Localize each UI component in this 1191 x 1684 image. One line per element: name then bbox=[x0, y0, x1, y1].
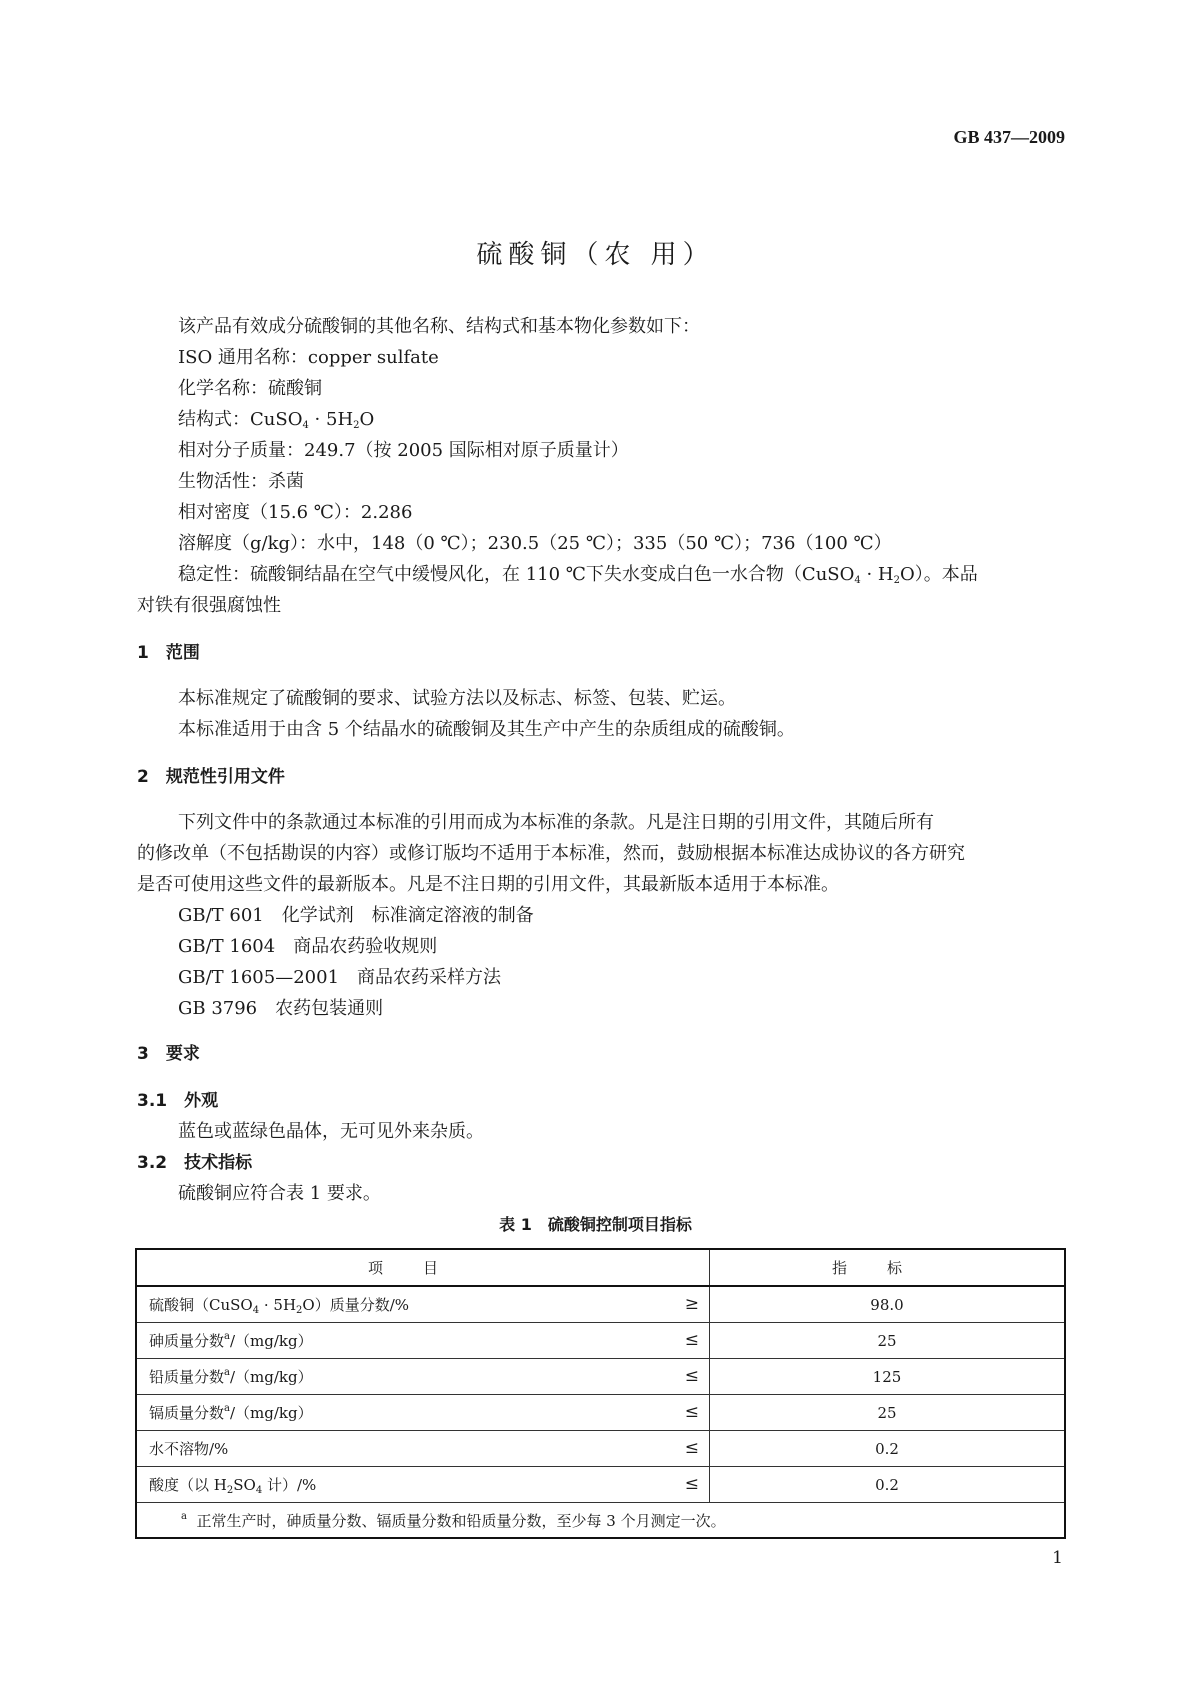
formula-part: O bbox=[359, 409, 375, 430]
footnote-ref: a bbox=[224, 1403, 230, 1414]
reference-item: GB 3796 农药包装通则 bbox=[178, 998, 384, 1019]
formula-part: 结构式：CuSO bbox=[178, 409, 303, 430]
item-part: O）质量分数/% bbox=[302, 1295, 410, 1314]
comparison-operator: ≥ bbox=[684, 1294, 699, 1314]
row-item bbox=[136, 1323, 710, 1359]
item-part: 镉质量分数 bbox=[149, 1404, 225, 1422]
item-part: 水不溶物/% bbox=[149, 1440, 229, 1458]
page-number: 1 bbox=[1052, 1548, 1063, 1568]
footnote-ref: a bbox=[224, 1331, 230, 1342]
comparison-operator: ≤ bbox=[684, 1402, 699, 1422]
comparison-operator: ≤ bbox=[684, 1474, 699, 1494]
comparison-operator: ≤ bbox=[684, 1366, 699, 1386]
density: 相对密度（15.6 ℃）：2.286 bbox=[178, 502, 413, 523]
table-footnote bbox=[136, 1503, 1065, 1539]
table-caption: 表 1 硫酸铜控制项目指标 bbox=[499, 1215, 692, 1234]
reference-item: GB/T 1605—2001 商品农药采样方法 bbox=[178, 967, 502, 988]
item-unit: /（mg/kg） bbox=[229, 1404, 313, 1422]
table-footnote-row bbox=[136, 1503, 1065, 1539]
stability-part: · H bbox=[860, 564, 894, 585]
table-row bbox=[136, 1359, 1065, 1395]
molecular-mass: 相对分子质量：249.7（按 2005 国际相对原子质量计） bbox=[178, 440, 629, 461]
table-row bbox=[136, 1286, 1065, 1323]
reference-item: GB/T 1604 商品农药验收规则 bbox=[178, 936, 438, 957]
row-value: 0.2 bbox=[710, 1467, 1066, 1503]
s2-para-line-2: 的修改单（不包括勘误的内容）或修订版均不适用于本标准，然而，鼓励根据本标准达成协议的各方研究 bbox=[137, 843, 965, 864]
row-value: 98.0 bbox=[710, 1286, 1066, 1323]
row-value: 25 bbox=[710, 1395, 1066, 1431]
footnote-text: 正常生产时，砷质量分数、镉质量分数和铅质量分数，至少每 3 个月测定一次。 bbox=[196, 1511, 726, 1530]
item-part: SO bbox=[233, 1475, 256, 1494]
item-part: 铅质量分数 bbox=[149, 1368, 225, 1386]
stability-continued: 对铁有很强腐蚀性 bbox=[137, 595, 281, 616]
row-item bbox=[136, 1431, 710, 1467]
page-title: 硫酸铜（农 用） bbox=[476, 240, 715, 270]
intro-lead: 该产品有效成分硫酸铜的其他名称、结构式和基本物化参数如下： bbox=[178, 316, 700, 337]
item-sub: 4 bbox=[252, 1304, 260, 1316]
item-unit: /（mg/kg） bbox=[229, 1368, 313, 1386]
reference-item: GB/T 601 化学试剂 标准滴定溶液的制备 bbox=[178, 905, 534, 926]
item-part: 砷质量分数 bbox=[149, 1332, 225, 1350]
item-part: · 5H bbox=[259, 1295, 297, 1314]
s1-para-2: 本标准适用于由含 5 个结晶水的硫酸铜及其生产中产生的杂质组成的硫酸铜。 bbox=[178, 719, 795, 740]
bio-activity: 生物活性：杀菌 bbox=[178, 471, 304, 492]
structural-formula bbox=[178, 408, 374, 438]
solubility: 溶解度（g/kg）：水中，148（0 ℃）；230.5（25 ℃）；335（50 ℃）；736（100 ℃） bbox=[178, 533, 892, 554]
section-2-heading: 2 规范性引用文件 bbox=[137, 767, 285, 787]
document-number: GB 437—2009 bbox=[953, 127, 1065, 147]
row-value: 0.2 bbox=[710, 1431, 1066, 1467]
section-3-2-heading: 3.2 技术指标 bbox=[137, 1153, 253, 1173]
stability-sub: 4 bbox=[854, 575, 861, 586]
item-part: 酸度（以 H bbox=[149, 1475, 227, 1494]
table-row bbox=[136, 1323, 1065, 1359]
row-item bbox=[136, 1395, 710, 1431]
header-value: 指标 bbox=[710, 1249, 1066, 1286]
iso-name: ISO 通用名称：copper sulfate bbox=[178, 347, 439, 368]
table-row bbox=[136, 1431, 1065, 1467]
s2-para-line-3: 是否可使用这些文件的最新版本。凡是不注日期的引用文件，其最新版本适用于本标准。 bbox=[137, 874, 839, 895]
stability-part: O）。本品 bbox=[900, 564, 978, 585]
formula-sub: 2 bbox=[353, 420, 360, 431]
chem-name: 化学名称：硫酸铜 bbox=[178, 378, 322, 399]
row-value: 125 bbox=[710, 1359, 1066, 1395]
comparison-operator: ≤ bbox=[684, 1438, 699, 1458]
stability bbox=[178, 563, 978, 593]
row-item bbox=[136, 1467, 710, 1503]
row-item bbox=[136, 1359, 710, 1395]
item-unit: /（mg/kg） bbox=[229, 1332, 313, 1350]
formula-sub: 4 bbox=[302, 420, 309, 431]
spec-table bbox=[135, 1248, 1066, 1539]
item-sub: 2 bbox=[296, 1304, 303, 1316]
table-row bbox=[136, 1395, 1065, 1431]
s1-para-1: 本标准规定了硫酸铜的要求、试验方法以及标志、标签、包装、贮运。 bbox=[178, 688, 736, 709]
section-1-heading: 1 范围 bbox=[137, 643, 200, 663]
item-sub: 2 bbox=[226, 1484, 234, 1496]
section-3-1-heading: 3.1 外观 bbox=[137, 1091, 219, 1111]
row-value: 25 bbox=[710, 1323, 1066, 1359]
item-part: 计）/% bbox=[262, 1475, 317, 1494]
comparison-operator: ≤ bbox=[684, 1330, 699, 1350]
item-sub: 4 bbox=[255, 1484, 263, 1496]
header-item: 项目 bbox=[136, 1249, 710, 1286]
item-part: 硫酸铜（CuSO bbox=[149, 1295, 253, 1314]
s31-text: 蓝色或蓝绿色晶体，无可见外来杂质。 bbox=[178, 1121, 484, 1142]
section-3-heading: 3 要求 bbox=[137, 1044, 200, 1064]
s32-text: 硫酸铜应符合表 1 要求。 bbox=[178, 1183, 381, 1204]
table-row bbox=[136, 1467, 1065, 1503]
footnote-mark: a bbox=[181, 1510, 187, 1522]
table-header-row bbox=[136, 1249, 1065, 1286]
stability-part: 稳定性：硫酸铜结晶在空气中缓慢风化，在 110 ℃下失水变成白色一水合物（CuSO bbox=[178, 564, 855, 585]
s2-para-line-1: 下列文件中的条款通过本标准的引用而成为本标准的条款。凡是注日期的引用文件，其随后所有 bbox=[178, 812, 934, 833]
stability-sub: 2 bbox=[893, 575, 901, 586]
row-item bbox=[136, 1286, 710, 1323]
footnote-ref: a bbox=[224, 1367, 230, 1378]
formula-part: · 5H bbox=[308, 409, 354, 430]
